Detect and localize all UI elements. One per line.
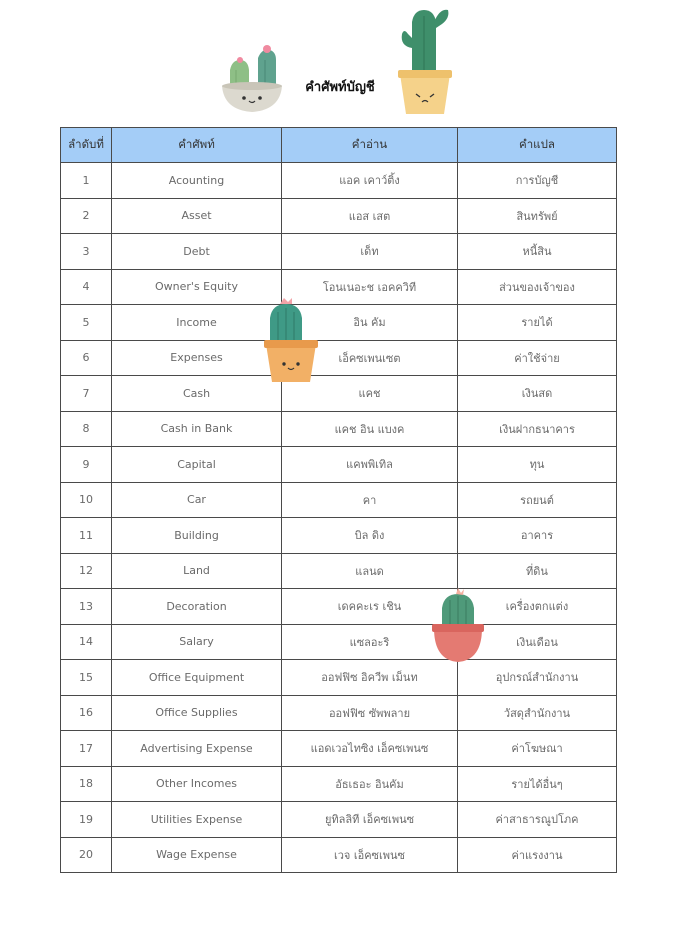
cell-pronunciation: เด็ท [282, 234, 458, 270]
page-title: คำศัพท์บัญชี [305, 80, 375, 95]
cell-meaning: สินทรัพย์ [458, 198, 617, 234]
cactus-pot-icon [396, 4, 454, 118]
cell-word: Advertising Expense [112, 731, 282, 767]
cell-word: Cash [112, 376, 282, 412]
cell-meaning: รถยนต์ [458, 482, 617, 518]
cell-meaning: การบัญชี [458, 163, 617, 199]
cactus-bowl-icon [218, 40, 286, 116]
cell-word: Capital [112, 447, 282, 483]
cell-pronunciation: แลนด [282, 553, 458, 589]
cell-index: 19 [61, 802, 112, 838]
cell-meaning: รายได้ [458, 305, 617, 341]
cell-word: Debt [112, 234, 282, 270]
table-row [61, 305, 617, 341]
cell-word: Car [112, 482, 282, 518]
cell-word: Income [112, 305, 282, 341]
cell-word: Office Supplies [112, 695, 282, 731]
cell-word: Other Incomes [112, 766, 282, 802]
header-pronunciation: คำอ่าน [282, 128, 458, 163]
table-row [61, 198, 617, 234]
cell-pronunciation: แคช [282, 376, 458, 412]
cell-meaning: รายได้อื่นๆ [458, 766, 617, 802]
table-row [61, 731, 617, 767]
cell-index: 18 [61, 766, 112, 802]
cell-index: 8 [61, 411, 112, 447]
cell-pronunciation: โอนเนอะช เอคควิที [282, 269, 458, 305]
table-row [61, 482, 617, 518]
table-row [61, 766, 617, 802]
cell-meaning: ทุน [458, 447, 617, 483]
vocabulary-table [60, 127, 617, 873]
cell-pronunciation: คา [282, 482, 458, 518]
cell-word: Acounting [112, 163, 282, 199]
table-row [61, 660, 617, 696]
table-row [61, 589, 617, 625]
cell-pronunciation: แซลอะริ [282, 624, 458, 660]
cell-index: 14 [61, 624, 112, 660]
table-header-row [61, 128, 617, 163]
table-row [61, 518, 617, 554]
cell-pronunciation: เอ็คซเพนเซต [282, 340, 458, 376]
cell-index: 13 [61, 589, 112, 625]
cell-word: Building [112, 518, 282, 554]
cell-pronunciation: แอส เสต [282, 198, 458, 234]
cell-word: Owner's Equity [112, 269, 282, 305]
cell-pronunciation: ยูทิลลิที เอ็คซเพนซ [282, 802, 458, 838]
cell-meaning: ค่าใช้จ่าย [458, 340, 617, 376]
cell-meaning: หนี้สิน [458, 234, 617, 270]
cell-meaning: ค่าโฆษณา [458, 731, 617, 767]
cell-meaning: เงินสด [458, 376, 617, 412]
cell-index: 4 [61, 269, 112, 305]
cell-index: 9 [61, 447, 112, 483]
cell-meaning: วัสดุสำนักงาน [458, 695, 617, 731]
cell-pronunciation: แอดเวอไทซิง เอ็คซเพนซ [282, 731, 458, 767]
table-row [61, 624, 617, 660]
cell-meaning: เครื่องตกแต่ง [458, 589, 617, 625]
cell-index: 3 [61, 234, 112, 270]
cell-word: Utilities Expense [112, 802, 282, 838]
cell-pronunciation: แอค เคาว์ติ้ง [282, 163, 458, 199]
cell-index: 5 [61, 305, 112, 341]
cell-word: Office Equipment [112, 660, 282, 696]
cell-pronunciation: ออฟฟิซ อิควีพ เม็นท [282, 660, 458, 696]
table-row [61, 269, 617, 305]
table-row [61, 376, 617, 412]
cell-index: 7 [61, 376, 112, 412]
cell-pronunciation: ออฟฟิซ ซัพพลาย [282, 695, 458, 731]
cell-word: Land [112, 553, 282, 589]
cell-word: Asset [112, 198, 282, 234]
table-row [61, 234, 617, 270]
table-row [61, 340, 617, 376]
cell-index: 2 [61, 198, 112, 234]
cell-word: Salary [112, 624, 282, 660]
table-row [61, 837, 617, 873]
header-meaning: คำแปล [458, 128, 617, 163]
header-word: คำศัพท์ [112, 128, 282, 163]
table-row [61, 553, 617, 589]
cell-word: Decoration [112, 589, 282, 625]
cell-pronunciation: แคช อิน แบงค [282, 411, 458, 447]
cell-index: 16 [61, 695, 112, 731]
cell-index: 1 [61, 163, 112, 199]
cell-meaning: อาคาร [458, 518, 617, 554]
cell-pronunciation: อัธเธอะ อินคัม [282, 766, 458, 802]
cell-index: 15 [61, 660, 112, 696]
table-row [61, 802, 617, 838]
cell-index: 17 [61, 731, 112, 767]
cell-index: 6 [61, 340, 112, 376]
cell-index: 11 [61, 518, 112, 554]
header-index: ลำดับที่ [61, 128, 112, 163]
cell-index: 10 [61, 482, 112, 518]
cell-pronunciation: แคพพิเทิล [282, 447, 458, 483]
cell-index: 12 [61, 553, 112, 589]
cell-meaning: ที่ดิน [458, 553, 617, 589]
cell-meaning: เงินเดือน [458, 624, 617, 660]
cell-meaning: ค่าแรงงาน [458, 837, 617, 873]
table-row [61, 411, 617, 447]
cell-pronunciation: เดคคะเร เชิน [282, 589, 458, 625]
table-row [61, 447, 617, 483]
cell-word: Expenses [112, 340, 282, 376]
cell-word: Wage Expense [112, 837, 282, 873]
cell-index: 20 [61, 837, 112, 873]
cell-pronunciation: บิล ดิง [282, 518, 458, 554]
cell-meaning: เงินฝากธนาคาร [458, 411, 617, 447]
cell-pronunciation: เวจ เอ็คซเพนซ [282, 837, 458, 873]
cell-meaning: ค่าสาธารณูปโภค [458, 802, 617, 838]
table-row [61, 695, 617, 731]
cell-word: Cash in Bank [112, 411, 282, 447]
cell-meaning: ส่วนของเจ้าของ [458, 269, 617, 305]
cell-pronunciation: อิน คัม [282, 305, 458, 341]
table-row [61, 163, 617, 199]
cell-meaning: อุปกรณ์สำนักงาน [458, 660, 617, 696]
